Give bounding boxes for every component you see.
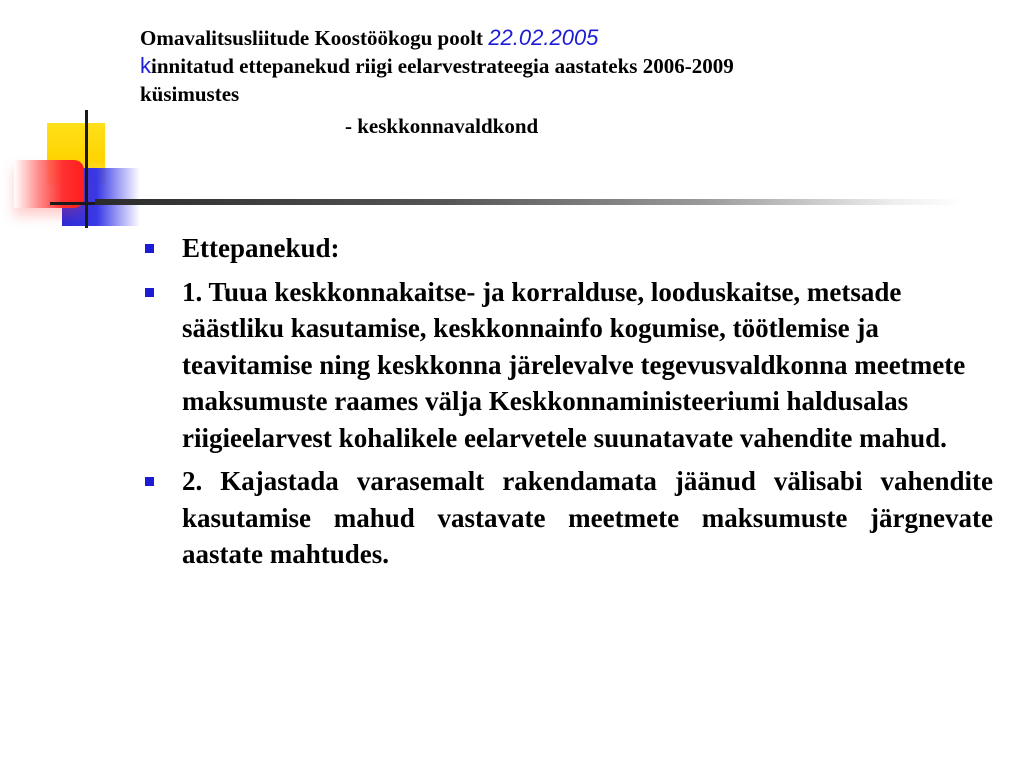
list-item: [140, 230, 993, 267]
red-square-shape: [14, 160, 84, 208]
title-date: 22.02.2005: [488, 25, 599, 50]
title-line-1: [140, 24, 1000, 52]
blue-square-bullet-icon: [145, 477, 154, 486]
list-item: [140, 274, 993, 457]
title-line-3: küsimustes: [140, 82, 240, 106]
title-line-2-initial: k: [140, 53, 151, 78]
list-item: [140, 463, 993, 573]
logo-vertical-line: [85, 110, 88, 228]
bullet-text: 1. Tuua keskkonnakaitse- ja korralduse, looduskaitse, metsade säästliku kasutamise, keskkonnainfo kogumise, töötlemise ja teavitamise ning keskkonna järelevalve tegevusvaldkonna meetmete maksumuste raames välja Keskkonnaministeeriumi haldusalas riigieelarvest kohalikele eelarvetele suunatavate vahendite mahud.: [182, 276, 966, 453]
title-line-2-rest: innitatud ettepanekud riigi eelarvestrateegia aastateks 2006-2009: [151, 54, 734, 78]
title-line-1-text: Omavalitsusliitude Koostöökogu poolt: [140, 26, 484, 50]
slide-title: [140, 24, 1000, 140]
bullet-text: 2. Kajastada varasemalt rakendamata jäänud välisabi vahendite kasutamise mahud vastavate meetmete maksumuste järgnevate aastate mahtudes.: [182, 466, 993, 569]
blue-square-bullet-icon: [145, 288, 154, 297]
bullet-list: [140, 230, 993, 580]
title-line-2: [140, 52, 1000, 80]
title-divider-rule: [95, 199, 965, 205]
title-subtitle: - keskkonnavaldkond: [345, 114, 539, 138]
blue-square-bullet-icon: [145, 244, 154, 253]
bullet-text: Ettepanekud:: [182, 233, 340, 263]
